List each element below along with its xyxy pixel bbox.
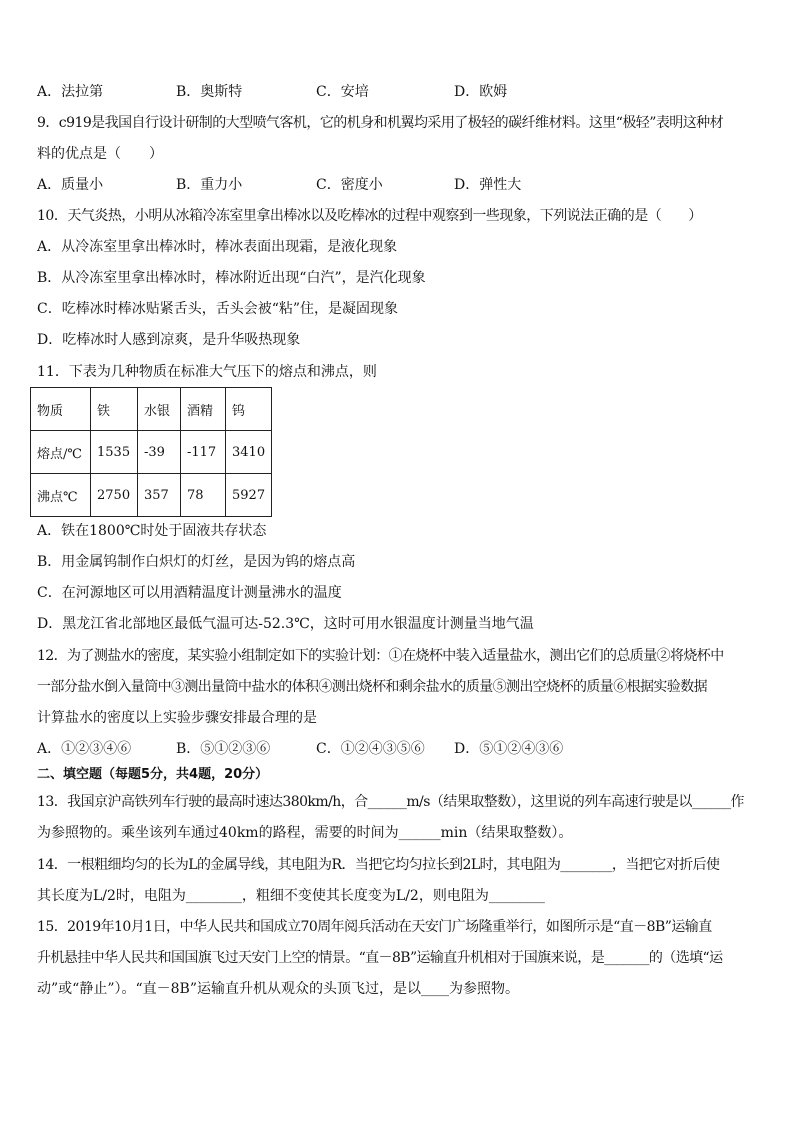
q12-option-b: B．⑤①②③⑥ xyxy=(176,741,271,757)
q10-option-c: C．吃棒冰时棒冰贴紧舌头，舌头会被“粘”住，是凝固现象 xyxy=(37,301,399,317)
table-cell: 3410 xyxy=(226,431,272,474)
q15-line1: 15．2019年10月1日，中华人民共和国成立70周年阅兵活动在天安门广场隆重举行，如图所示是“直－8B”运输直 xyxy=(37,919,712,935)
q9-option-a: A．质量小 xyxy=(37,177,104,193)
q12-option-d: D．⑤①②④③⑥ xyxy=(454,741,564,757)
table-cell: 2750 xyxy=(91,474,138,517)
q9-stem-line1: 9．c919是我国自行设计研制的大型喷气客机，它的机身和机翼均采用了极轻的碳纤维材料。这里“极轻”表明这种材 xyxy=(37,115,724,131)
table-header-row xyxy=(31,388,272,431)
table-cell: 5927 xyxy=(226,474,272,517)
q8-option-c: C．安培 xyxy=(316,84,369,100)
q12-option-a: A．①②③④⑥ xyxy=(37,741,132,757)
table-cell: 钨 xyxy=(226,388,272,431)
q11-option-b: B．用金属钨制作白炽灯的灯丝，是因为钨的熔点高 xyxy=(37,554,356,570)
table-cell: -39 xyxy=(138,431,181,474)
table-cell: 沸点℃ xyxy=(31,474,91,517)
q10-stem: 10．天气炎热，小明从冰箱冷冻室里拿出棒冰以及吃棒冰的过程中观察到一些现象，下列说法正确的是（ ） xyxy=(37,208,702,224)
q12-stem-line2: 一部分盐水倒入量筒中③测出量筒中盐水的体积④测出烧杯和剩余盐水的质量⑤测出空烧杯的质量⑥根据实验数据 xyxy=(37,679,707,695)
q12-option-c: C．①②④③⑤⑥ xyxy=(316,741,425,757)
section-title: 二、填空题（每题5分，共4题，20分） xyxy=(37,767,269,782)
table-cell: 物质 xyxy=(31,388,91,431)
q8-option-a: A．法拉第 xyxy=(37,84,104,100)
q9-stem-line2: 料的优点是（ ） xyxy=(37,146,163,162)
q11-option-c: C．在河源地区可以用酒精温度计测量沸水的温度 xyxy=(37,585,342,601)
q11-stem: 11．下表为几种物质在标准大气压下的熔点和沸点，则 xyxy=(37,364,377,380)
q15-line2: 升机悬挂中华人民共和国国旗飞过天安门上空的情景。“直－8B”运输直升机相对于国旗来说，是_______的（选填“运 xyxy=(37,950,723,966)
q9-option-d: D．弹性大 xyxy=(454,177,522,193)
table-cell: 铁 xyxy=(91,388,138,431)
q8-option-b: B．奥斯特 xyxy=(176,84,243,100)
q8-option-d: D．欧姆 xyxy=(454,84,508,100)
q11-option-a: A．铁在1800℃时处于固液共存状态 xyxy=(37,523,267,539)
table-cell: 酒精 xyxy=(181,388,226,431)
q10-option-d: D．吃棒冰时人感到凉爽，是升华吸热现象 xyxy=(37,332,301,348)
q12-stem-line3: 计算盐水的密度以上实验步骤安排最合理的是 xyxy=(37,710,317,726)
table-row xyxy=(31,431,272,474)
table-cell: 78 xyxy=(181,474,226,517)
q14-line1: 14．一根粗细均匀的长为L的金属导线，其电阻为R．当把它均匀拉长到2L时，其电阻为________，当把它对折后使 xyxy=(37,857,720,873)
table-cell: -117 xyxy=(181,431,226,474)
q13-line1: 13．我国京沪高铁列车行驶的最高时速达380km/h，合______m/s（结果取整数），这里说的列车高速行驶是以______作 xyxy=(37,794,745,810)
q14-line2: 其长度为L/2时，电阻为________，粗细不变使其长度变为L/2，则电阻为________ xyxy=(37,888,545,904)
table-cell: 水银 xyxy=(138,388,181,431)
table-cell: 熔点/℃ xyxy=(31,431,91,474)
q13-line2: 为参照物的。乘坐该列车通过40km的路程，需要的时间为______min（结果取整数）。 xyxy=(37,825,573,841)
q9-option-c: C．密度小 xyxy=(316,177,383,193)
q10-option-a: A．从冷冻室里拿出棒冰时，棒冰表面出现霜，是液化现象 xyxy=(37,239,398,255)
table-row xyxy=(31,474,272,517)
q9-option-b: B．重力小 xyxy=(176,177,243,193)
q11-option-d: D．黑龙江省北部地区最低气温可达-52.3℃，这时可用水银温度计测量当地气温 xyxy=(37,616,534,632)
q15-line3: 动”或“静止”）。“直－8B”运输直升机从观众的头顶飞过，是以____为参照物。 xyxy=(37,981,519,997)
table-cell: 357 xyxy=(138,474,181,517)
q10-option-b: B．从冷冻室里拿出棒冰时，棒冰附近出现“白汽”，是汽化现象 xyxy=(37,270,426,286)
melting-boiling-table xyxy=(30,387,272,517)
table-cell: 1535 xyxy=(91,431,138,474)
q12-stem-line1: 12．为了测盐水的密度，某实验小组制定如下的实验计划：①在烧杯中装入适量盐水，测出它们的总质量②将烧杯中 xyxy=(37,648,724,664)
